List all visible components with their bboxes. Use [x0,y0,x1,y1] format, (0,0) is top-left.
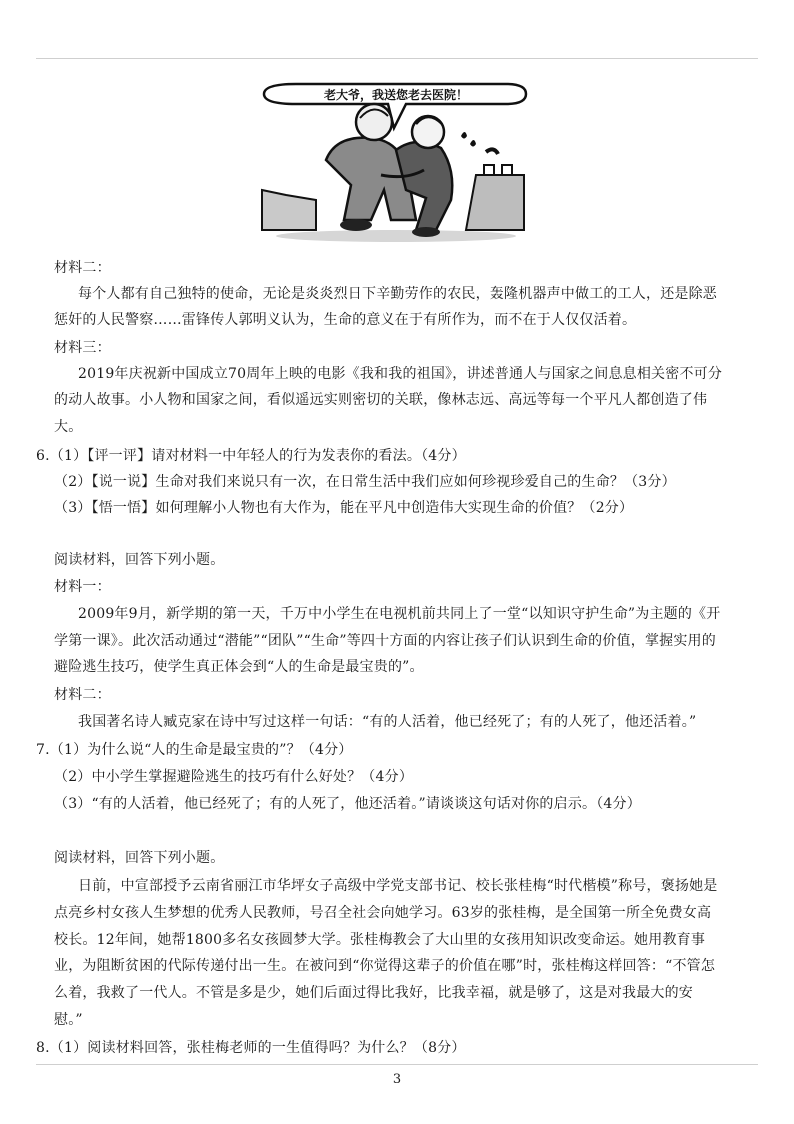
material-3-label: 材料三： [54,340,111,356]
footer-rule [36,1064,758,1065]
question-7-1: 7.（1）为什么说“人的生命是最宝贵的”？（4分） [36,742,353,758]
question-8-1: 8.（1）阅读材料回答，张桂梅老师的一生值得吗？为什么？（8分） [36,1040,466,1056]
header-rule [36,58,758,59]
question-6-1: 6.（1）【评一评】请对材料一中年轻人的行为发表你的看法。（4分） [36,448,466,464]
question-7-2: （2）中小学生掌握避险逃生的技巧有什么好处？（4分） [54,769,414,785]
material-1-line: 学第一课》。此次活动通过“潜能”“团队”“生命”等四十方面的内容让孩子们认识到生命的价值，掌握实用的 [54,633,716,649]
material-3-line: 大。 [54,419,83,435]
material-line: 点亮乡村女孩人生梦想的优秀人民教师，号召全社会向她学习。63岁的张桂梅，是全国第一所全免费女高 [54,905,712,921]
material-1-line: 2009年9月，新学期的第一天，千万中小学生在电视机前共同上了一堂“以知识守护生命”为主题的《开 [78,606,721,622]
material-3-line: 2019年庆祝新中国成立70周年上映的电影《我和我的祖国》，讲述普通人与国家之间息息相关密不可分 [78,366,723,382]
question-7-3: （3）“有的人活着，他已经死了；有的人死了，他还活着。”请谈谈这句话对你的启示。（4分） [54,796,641,812]
material-line: 校长。12年间，她帮1800多名女孩圆梦大学。张桂梅教会了大山里的女孩用知识改变命运。她用教育事 [54,932,706,948]
reading-instruction: 阅读材料，回答下列小题。 [54,850,225,866]
question-6-3: （3）【悟一悟】如何理解小人物也有大作为，能在平凡中创造伟大实现生命的价值？（2分） [54,500,634,516]
reading-instruction: 阅读材料，回答下列小题。 [54,552,225,568]
cartoon-illustration [256,80,540,245]
material-line: 日前，中宣部授予云南省丽江市华坪女子高级中学党支部书记、校长张桂梅“时代楷模”称号，褒扬她是 [78,878,718,894]
material-1-line: 避险逃生技巧，使学生真正体会到“人的生命是最宝贵的”。 [54,659,424,675]
material-2-line: 每个人都有自己独特的使命，无论是炎炎烈日下辛勤劳作的农民，轰隆机器声中做工的工人，还是除恶 [78,286,717,302]
material-2-line: 惩奸的人民警察……雷锋传人郭明义认为，生命的意义在于有所作为，而不在于人仅仅活着。 [54,312,637,328]
material-line: 么着，我救了一代人。不管是多是少，她们后面过得比我好，比我幸福，就是够了，这是对我最大的安 [54,985,693,1001]
material-2-label: 材料二： [54,687,111,703]
material-line: 业，为阻断贫困的代际传递付出一生。在被问到“你觉得这辈子的价值在哪”时，张桂梅这样回答：“不管怎 [54,958,716,974]
material-line: 慰。” [54,1012,83,1028]
material-1-label: 材料一： [54,579,111,595]
material-3-line: 的动人故事。小人物和国家之间，看似遥远实则密切的关联，像林志远、高远等每一个平凡人都创造了伟 [54,392,708,408]
page-number: 3 [392,1072,402,1087]
question-6-2: （2）【说一说】生命对我们来说只有一次，在日常生活中我们应如何珍视珍爱自己的生命？（3分） [54,474,676,490]
speech-text: 老大爷，我送您老去医院！ [323,88,469,102]
material-2-line: 我国著名诗人臧克家在诗中写过这样一句话：“有的人活着，他已经死了；有的人死了，他还活着。” [78,714,697,730]
material-2-label: 材料二： [54,260,111,276]
